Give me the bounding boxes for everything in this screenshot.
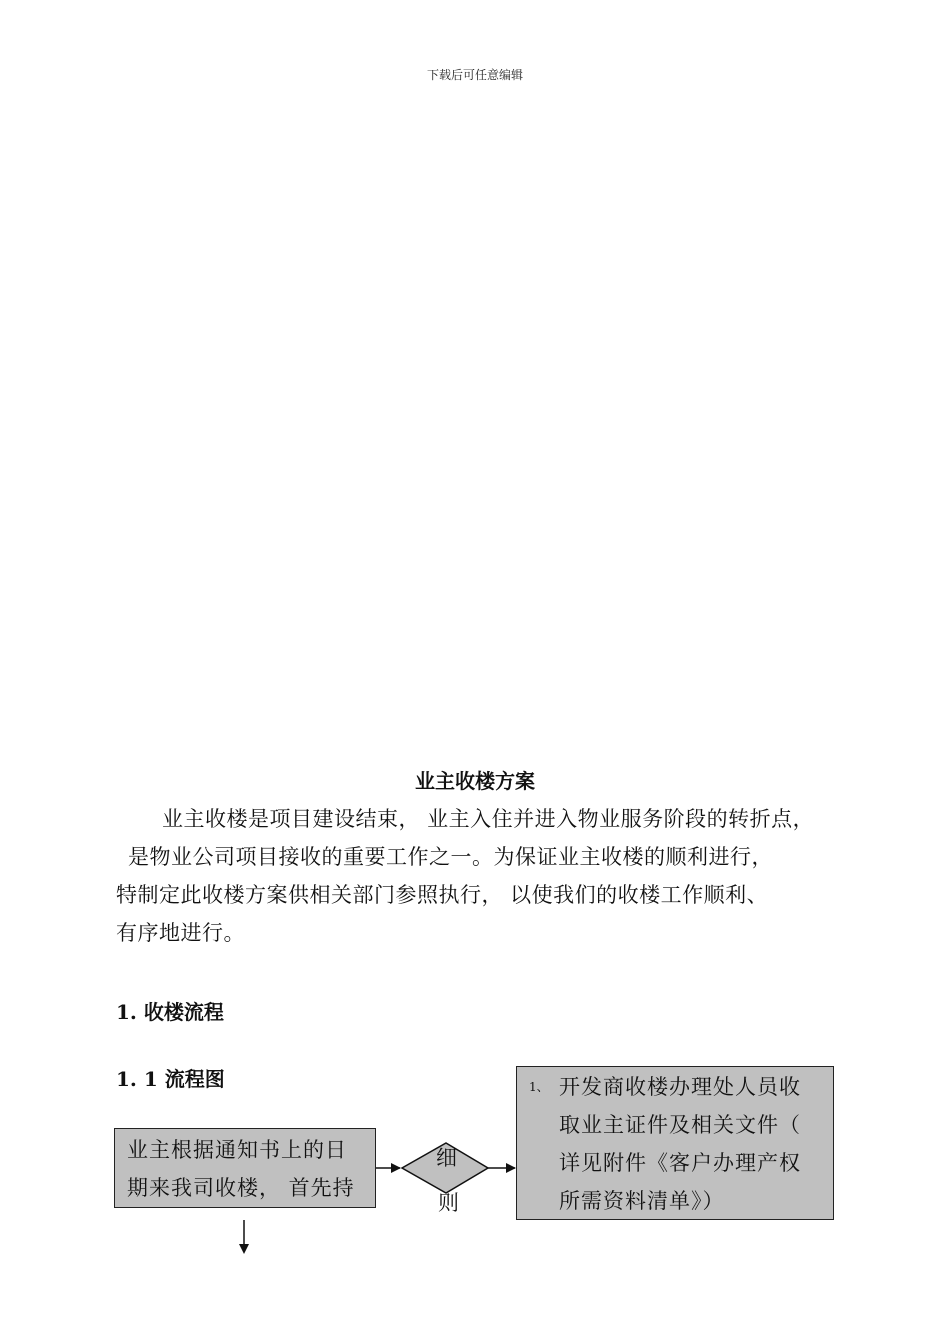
section-heading-1: 1. 收楼流程 [116, 1000, 224, 1024]
intro-line: 特制定此收楼方案供相关部门参照执行， 以使我们的收楼工作顺利、 [116, 883, 769, 907]
intro-line: 业主收楼是项目建设结束， 业主入住并进入物业服务阶段的转折点， [162, 807, 815, 831]
flow-arrow-down [236, 1218, 252, 1258]
flow-step-row [529, 1068, 829, 1106]
flow-step-row [529, 1144, 829, 1182]
intro-line: 有序地进行。 [116, 921, 245, 945]
flow-step-row [529, 1106, 829, 1144]
document-title: 业主收楼方案 [415, 769, 535, 793]
flow-step-line: 所需资料清单》） [559, 1189, 725, 1213]
flow-step-row [529, 1182, 829, 1220]
flow-step-line: 开发商收楼办理处人员收 [559, 1075, 801, 1099]
header-note: 下载后可任意编辑 [426, 68, 523, 82]
flow-step-box-left [114, 1128, 376, 1208]
flow-step-number: 1、 [529, 1080, 549, 1094]
flow-step-line: 期来我司收楼， 首先持 [127, 1176, 355, 1200]
flow-step-line: 业主根据通知书上的日 [127, 1138, 347, 1162]
flow-step-line: 详见附件《客户办理产权 [559, 1151, 801, 1175]
diamond-label-top: 细 [436, 1146, 457, 1170]
diamond-label-bottom: 则 [438, 1191, 459, 1215]
intro-paragraph [116, 800, 851, 952]
section-heading-1-1: 1. 1 流程图 [116, 1067, 225, 1091]
flow-step-box-right [516, 1066, 834, 1220]
intro-line: 是物业公司项目接收的重要工作之一。为保证业主收楼的顺利进行， [128, 845, 773, 869]
flow-step-line: 取业主证件及相关文件（ [559, 1113, 801, 1137]
